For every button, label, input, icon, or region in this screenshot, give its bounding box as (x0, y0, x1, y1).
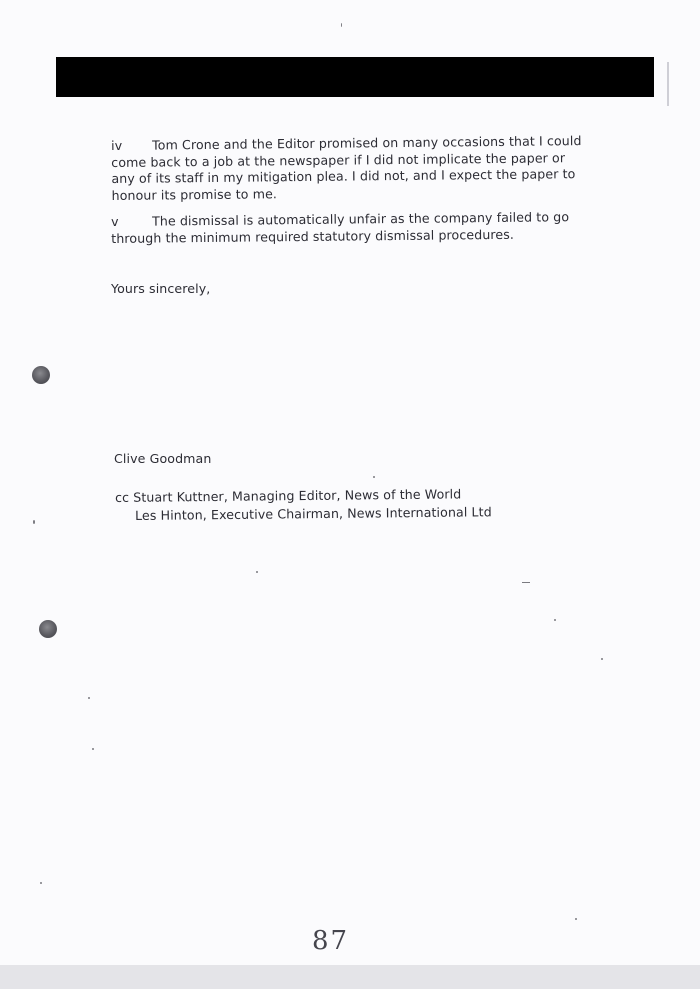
scan-speck (256, 571, 258, 573)
scan-speck (40, 882, 42, 884)
scan-speck (601, 658, 603, 660)
handwritten-page-number: 87 (312, 926, 350, 956)
punch-hole-icon (39, 620, 57, 638)
scan-speck (554, 619, 556, 621)
paragraph-iv (111, 133, 592, 204)
scan-speck (88, 697, 90, 699)
signature-name: Clive Goodman (114, 451, 212, 466)
paragraph-text: Tom Crone and the Editor promised on many occasions that I could come back to a job at the newspaper if I did not implicate the paper or any of its staff in my mitigation plea. I did not, and I expect the paper to honour its promise to me. (111, 133, 582, 203)
cc-line-2: Les Hinton, Executive Chairman, News International Ltd (135, 504, 492, 523)
scan-speck (522, 582, 530, 583)
paragraph-numeral: iv (111, 137, 123, 153)
closing-salutation: Yours sincerely, (111, 281, 211, 296)
scan-speck (341, 23, 342, 27)
scan-speck (373, 476, 375, 478)
scan-edge-mark (667, 62, 669, 106)
scan-speck (92, 748, 94, 750)
punch-hole-icon (32, 366, 50, 384)
paragraph-v (111, 209, 591, 247)
scan-bottom-edge (0, 965, 700, 989)
scan-speck (575, 918, 577, 920)
paragraph-text: The dismissal is automatically unfair as the company failed to go through the minimum required statutory dismissal procedures. (111, 209, 570, 246)
redaction-bar (56, 57, 654, 97)
cc-line-1: cc Stuart Kuttner, Managing Editor, News of the World (115, 486, 462, 505)
scan-speck (33, 520, 35, 524)
paragraph-numeral: v (111, 213, 119, 229)
